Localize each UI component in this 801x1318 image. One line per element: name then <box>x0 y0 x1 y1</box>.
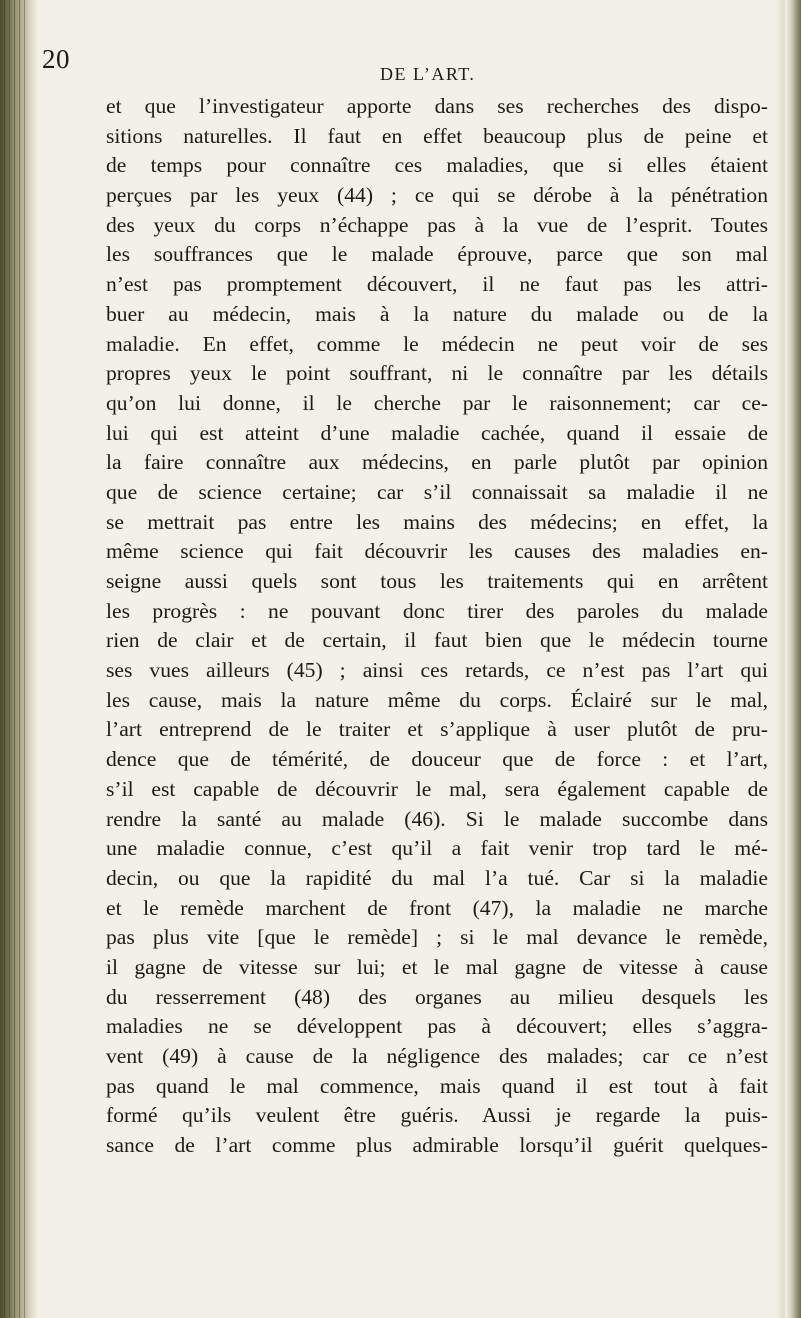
page-edge <box>785 0 801 1318</box>
text-line: buer au médecin, mais à la nature du malade ou de la <box>106 301 768 326</box>
text-line: rendre la santé au malade (46). Si le malade succombe dans <box>106 806 768 831</box>
text-line: sitions naturelles. Il faut en effet beaucoup plus de peine et <box>106 123 768 148</box>
text-line: les cause, mais la nature même du corps. Éclairé sur le mal, <box>106 687 768 712</box>
text-line: et le remède marchent de front (47), la maladie ne marche <box>106 895 768 920</box>
text-line: dence que de témérité, de douceur que de force : et l’art, <box>106 747 768 772</box>
text-line: qu’on lui donne, il le cherche par le raisonnement; car ce- <box>106 390 768 415</box>
text-line: ses vues ailleurs (45) ; ainsi ces retards, ce n’est pas l’art qui <box>106 658 768 683</box>
text-line: sance de l’art comme plus admirable lorsqu’il guérit quelques- <box>106 1133 768 1158</box>
text-line: l’art entreprend de le traiter et s’applique à user plutôt de pru- <box>106 717 768 742</box>
text-line: propres yeux le point souffrant, ni le connaître par les détails <box>106 361 768 386</box>
page-edge-shadow <box>775 0 785 1318</box>
text-line: n’est pas promptement découvert, il ne faut pas les attri- <box>106 272 768 297</box>
text-line: des yeux du corps n’échappe pas à la vue de l’esprit. Toutes <box>106 212 768 237</box>
text-line: de temps pour connaître ces maladies, que si elles étaient <box>106 153 768 178</box>
text-line: se mettrait pas entre les mains des médecins; en effet, la <box>106 509 768 534</box>
running-head <box>40 44 780 92</box>
text-line: seigne aussi quels sont tous les traitements qui en arrêtent <box>106 569 768 593</box>
text-line: maladies ne se développent pas à découvert; elles s’aggra- <box>106 1014 768 1039</box>
text-line: même science qui fait découvrir les causes des maladies en- <box>106 539 768 564</box>
text-line: que de science certaine; car s’il connaissait sa maladie il ne <box>106 479 768 504</box>
text-line: s’il est capable de découvrir le mal, sera également capable de <box>106 776 768 801</box>
text-line: vent (49) à cause de la négligence des malades; car ce n’est <box>106 1044 768 1068</box>
binding-gutter <box>0 0 38 1318</box>
text-line: une maladie connue, c’est qu’il a fait venir trop tard le mé- <box>106 836 768 861</box>
text-line: rien de clair et de certain, il faut bien que le médecin tourne <box>106 628 768 653</box>
text-line: les souffrances que le malade éprouve, parce que son mal <box>106 242 768 267</box>
text-line: perçues par les yeux (44) ; ce qui se dérobe à la pénétration <box>106 183 768 208</box>
text-line: lui qui est atteint d’une maladie cachée, quand il essaie de <box>106 420 768 445</box>
running-title: DE L’ART. <box>380 64 476 84</box>
text-line: il gagne de vitesse sur lui; et le mal gagne de vitesse à cause <box>106 954 768 979</box>
binding-gutter-lines <box>4 0 28 1318</box>
text-line: et que l’investigateur apporte dans ses recherches des dispo- <box>106 94 768 118</box>
text-line: pas plus vite [que le remède] ; si le mal devance le remède, <box>106 925 768 950</box>
body-text <box>106 92 768 1161</box>
text-line: maladie. En effet, comme le médecin ne peut voir de ses <box>106 331 768 356</box>
page-number: 20 <box>42 44 70 74</box>
text-line: les progrès : ne pouvant donc tirer des paroles du malade <box>106 598 768 623</box>
text-line: la faire connaître aux médecins, en parle plutôt par opinion <box>106 450 768 475</box>
text-line: formé qu’ils veulent être guéris. Aussi je regarde la puis- <box>106 1103 768 1128</box>
text-line: pas quand le mal commence, mais quand il est tout à fait <box>106 1073 768 1098</box>
text-line: du resserrement (48) des organes au milieu desquels les <box>106 984 768 1009</box>
text-line: decin, ou que la rapidité du mal l’a tué. Car si la maladie <box>106 865 768 890</box>
